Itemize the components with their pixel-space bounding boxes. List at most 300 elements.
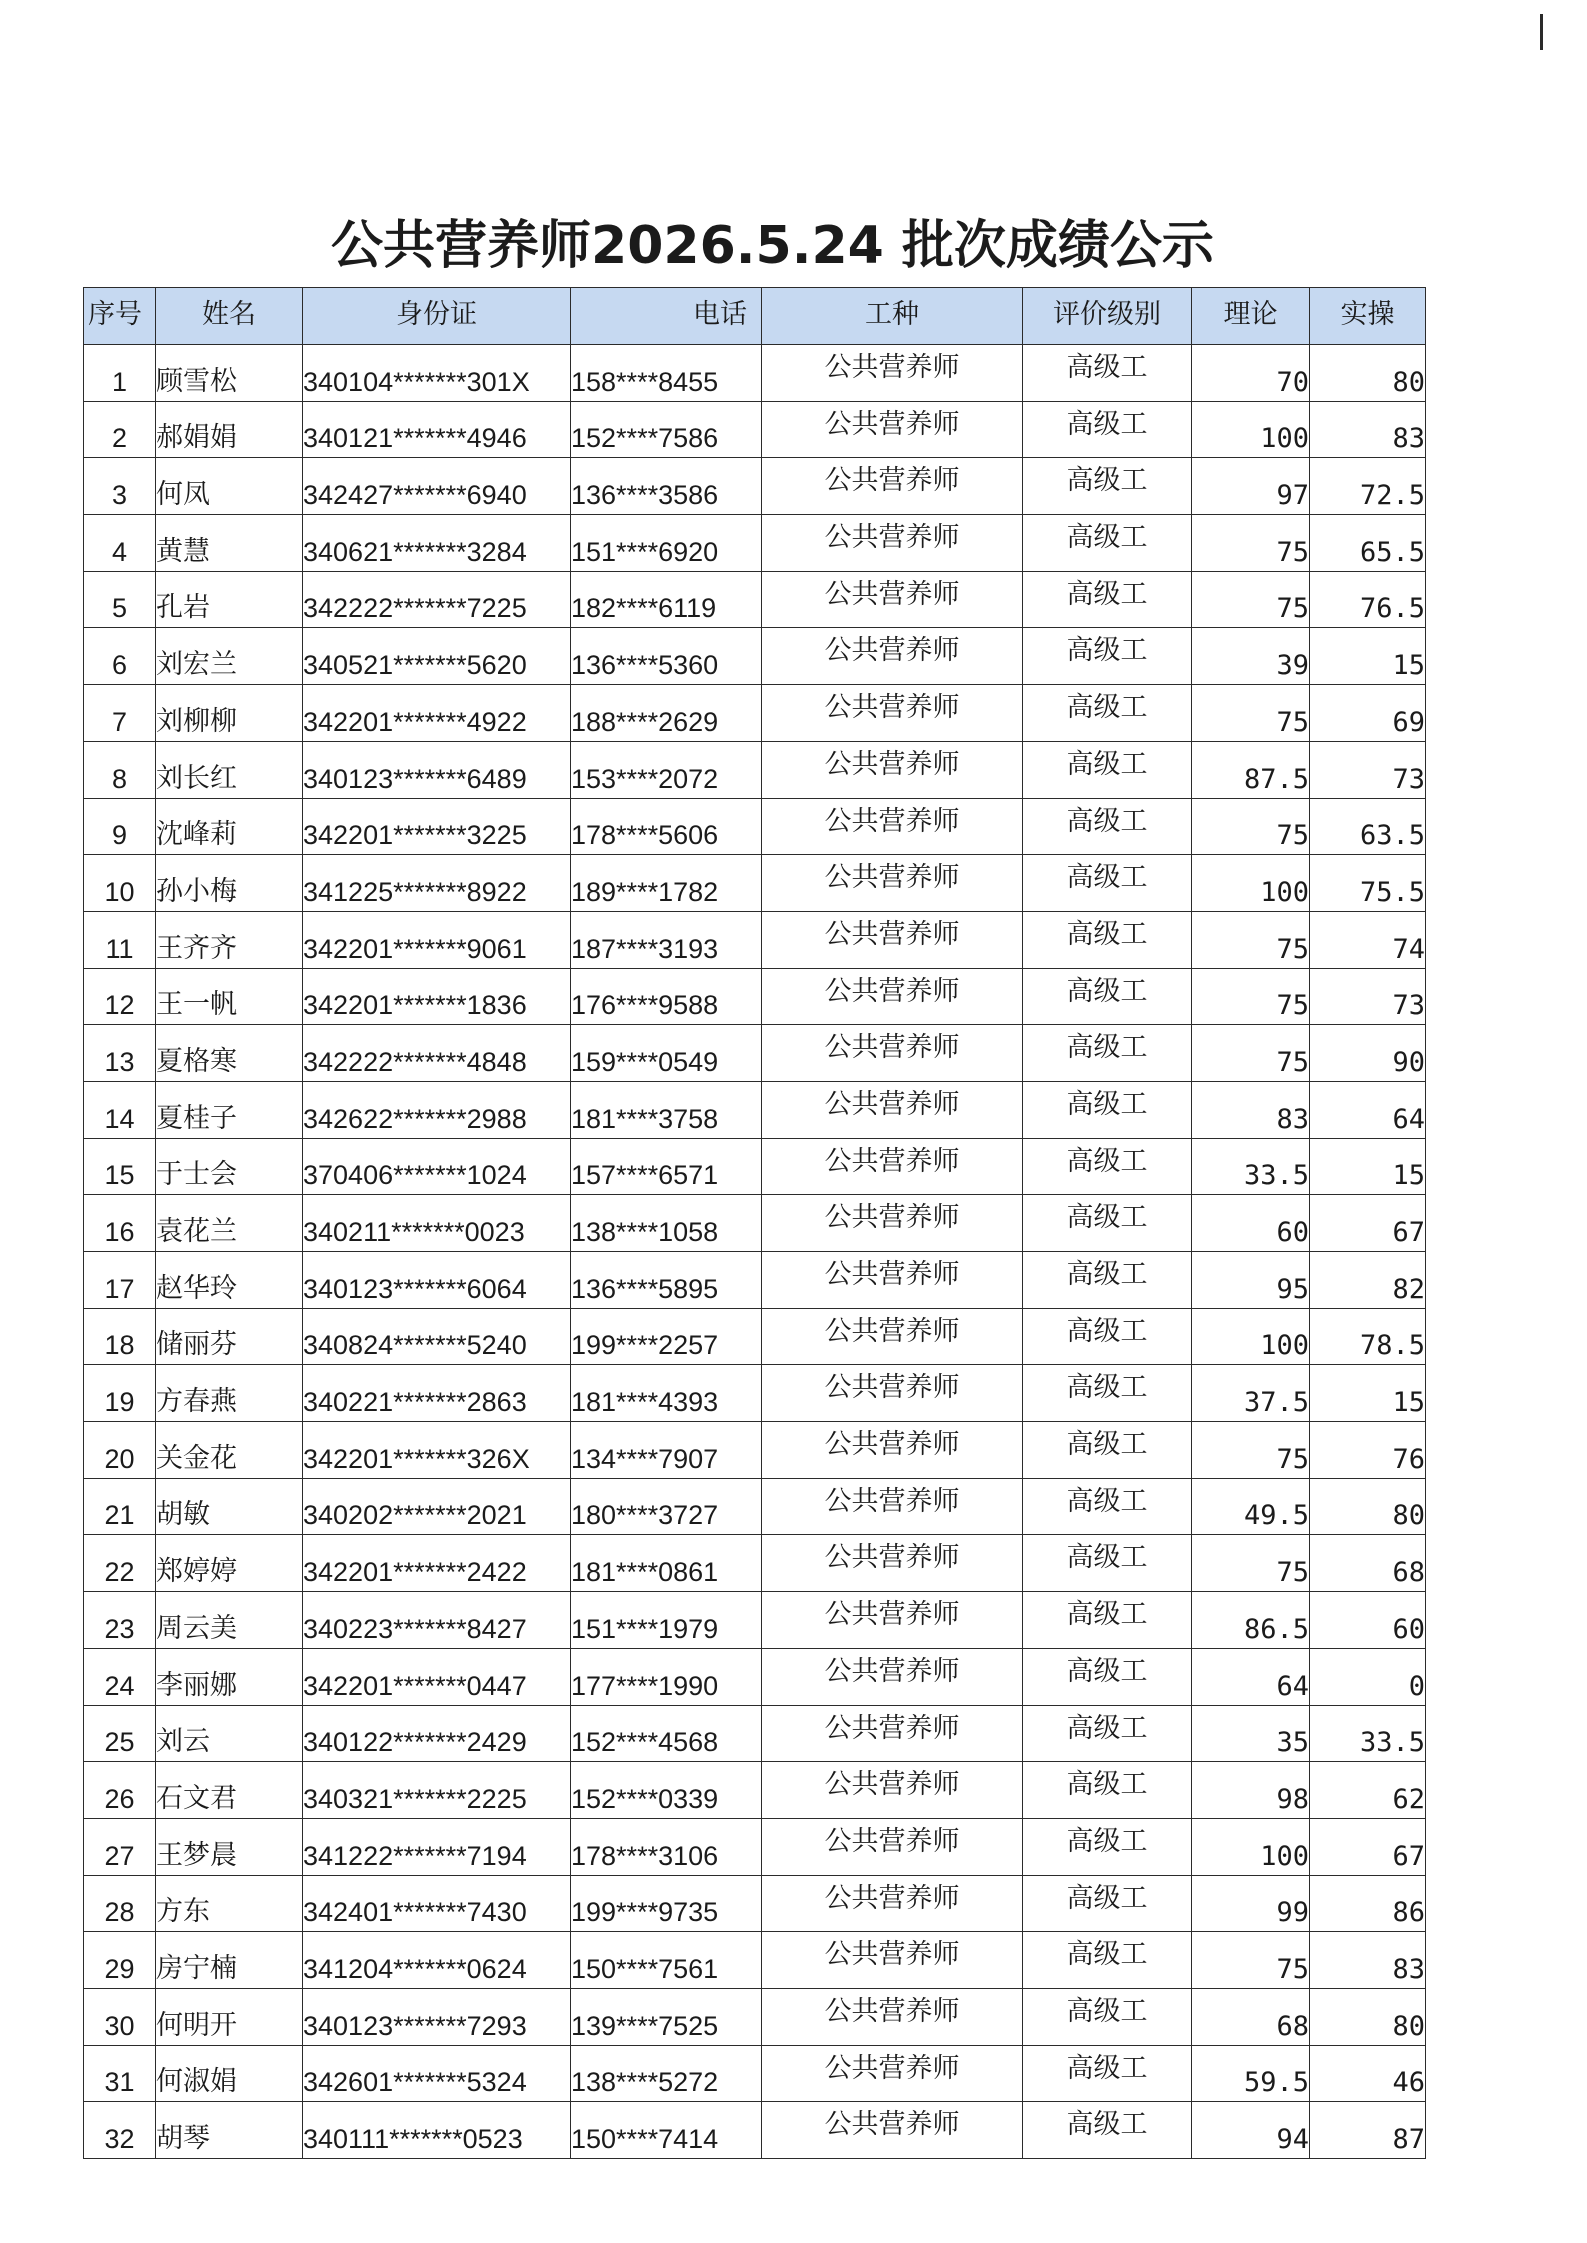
cell-job: 公共营养师 xyxy=(762,911,1023,968)
table-row xyxy=(84,968,1426,1025)
cell-name: 关金花 xyxy=(156,1422,303,1479)
cell-level: 高级工 xyxy=(1023,1535,1192,1592)
cell-theory: 35 xyxy=(1192,1705,1310,1762)
cell-no: 27 xyxy=(84,1818,156,1875)
table-row xyxy=(84,1308,1426,1365)
cell-name: 刘云 xyxy=(156,1705,303,1762)
cell-job: 公共营养师 xyxy=(762,1535,1023,1592)
cell-theory: 100 xyxy=(1192,401,1310,458)
cell-id: 342401*******7430 xyxy=(303,1875,571,1932)
cell-phone: 188****2629 xyxy=(571,685,762,742)
cell-theory: 100 xyxy=(1192,855,1310,912)
cell-phone: 136****5895 xyxy=(571,1252,762,1309)
cell-job: 公共营养师 xyxy=(762,1422,1023,1479)
cell-level: 高级工 xyxy=(1023,1081,1192,1138)
cell-id: 340824*******5240 xyxy=(303,1308,571,1365)
cell-name: 袁花兰 xyxy=(156,1195,303,1252)
cell-name: 沈峰莉 xyxy=(156,798,303,855)
cell-theory: 59.5 xyxy=(1192,2045,1310,2102)
cell-level: 高级工 xyxy=(1023,401,1192,458)
table-row xyxy=(84,798,1426,855)
cell-job: 公共营养师 xyxy=(762,1138,1023,1195)
header-theory: 理论 xyxy=(1192,288,1310,345)
cell-id: 342222*******4848 xyxy=(303,1025,571,1082)
cell-no: 13 xyxy=(84,1025,156,1082)
cell-phone: 159****0549 xyxy=(571,1025,762,1082)
table-row xyxy=(84,1818,1426,1875)
table-row xyxy=(84,685,1426,742)
page-title: 公共营养师2026.5.24 批次成绩公示 xyxy=(331,216,1214,276)
cell-phone: 136****3586 xyxy=(571,458,762,515)
cell-job: 公共营养师 xyxy=(762,1818,1023,1875)
cell-name: 孙小梅 xyxy=(156,855,303,912)
cell-level: 高级工 xyxy=(1023,1195,1192,1252)
cell-no: 18 xyxy=(84,1308,156,1365)
cell-id: 341204*******0624 xyxy=(303,1932,571,1989)
cell-phone: 189****1782 xyxy=(571,855,762,912)
cell-no: 2 xyxy=(84,401,156,458)
cell-name: 孔岩 xyxy=(156,571,303,628)
cell-name: 方春燕 xyxy=(156,1365,303,1422)
cell-level: 高级工 xyxy=(1023,1875,1192,1932)
table-body xyxy=(84,345,1426,2159)
cell-job: 公共营养师 xyxy=(762,1988,1023,2045)
cell-id: 340104*******301X xyxy=(303,345,571,402)
cell-name: 李丽娜 xyxy=(156,1648,303,1705)
cell-job: 公共营养师 xyxy=(762,1592,1023,1649)
cell-practice: 68 xyxy=(1310,1535,1426,1592)
table-row xyxy=(84,2045,1426,2102)
cell-phone: 157****6571 xyxy=(571,1138,762,1195)
cell-practice: 15 xyxy=(1310,1138,1426,1195)
cell-level: 高级工 xyxy=(1023,968,1192,1025)
cell-level: 高级工 xyxy=(1023,685,1192,742)
cell-level: 高级工 xyxy=(1023,2045,1192,2102)
cell-practice: 74 xyxy=(1310,911,1426,968)
cell-practice: 15 xyxy=(1310,1365,1426,1422)
cell-phone: 150****7561 xyxy=(571,1932,762,1989)
cell-no: 9 xyxy=(84,798,156,855)
cell-theory: 75 xyxy=(1192,1025,1310,1082)
cell-level: 高级工 xyxy=(1023,1478,1192,1535)
cell-no: 6 xyxy=(84,628,156,685)
cell-no: 26 xyxy=(84,1762,156,1819)
table-row xyxy=(84,1422,1426,1479)
cell-id: 340121*******4946 xyxy=(303,401,571,458)
cell-theory: 33.5 xyxy=(1192,1138,1310,1195)
cell-name: 顾雪松 xyxy=(156,345,303,402)
cell-theory: 98 xyxy=(1192,1762,1310,1819)
cell-no: 28 xyxy=(84,1875,156,1932)
cell-id: 342622*******2988 xyxy=(303,1081,571,1138)
cell-practice: 65.5 xyxy=(1310,515,1426,572)
cell-job: 公共营养师 xyxy=(762,798,1023,855)
cell-level: 高级工 xyxy=(1023,911,1192,968)
cell-theory: 49.5 xyxy=(1192,1478,1310,1535)
cell-theory: 75 xyxy=(1192,1422,1310,1479)
cell-no: 15 xyxy=(84,1138,156,1195)
cell-name: 周云美 xyxy=(156,1592,303,1649)
cell-no: 25 xyxy=(84,1705,156,1762)
table-row xyxy=(84,911,1426,968)
cell-level: 高级工 xyxy=(1023,1308,1192,1365)
cell-job: 公共营养师 xyxy=(762,1308,1023,1365)
cell-theory: 94 xyxy=(1192,2102,1310,2159)
table-row xyxy=(84,855,1426,912)
cell-level: 高级工 xyxy=(1023,855,1192,912)
cell-name: 房宁楠 xyxy=(156,1932,303,1989)
cell-name: 夏桂子 xyxy=(156,1081,303,1138)
cell-name: 夏格寒 xyxy=(156,1025,303,1082)
cell-id: 340521*******5620 xyxy=(303,628,571,685)
cell-name: 刘柳柳 xyxy=(156,685,303,742)
cell-practice: 73 xyxy=(1310,968,1426,1025)
table-row xyxy=(84,1195,1426,1252)
cell-id: 340123*******6064 xyxy=(303,1252,571,1309)
cell-job: 公共营养师 xyxy=(762,1365,1023,1422)
cell-id: 340123*******6489 xyxy=(303,741,571,798)
cell-theory: 99 xyxy=(1192,1875,1310,1932)
cell-level: 高级工 xyxy=(1023,1138,1192,1195)
cell-id: 340211*******0023 xyxy=(303,1195,571,1252)
cell-id: 340122*******2429 xyxy=(303,1705,571,1762)
cell-practice: 64 xyxy=(1310,1081,1426,1138)
cell-id: 342201*******3225 xyxy=(303,798,571,855)
cell-practice: 72.5 xyxy=(1310,458,1426,515)
cell-no: 23 xyxy=(84,1592,156,1649)
cell-job: 公共营养师 xyxy=(762,685,1023,742)
table-row xyxy=(84,1138,1426,1195)
cell-phone: 181****4393 xyxy=(571,1365,762,1422)
cell-job: 公共营养师 xyxy=(762,855,1023,912)
cell-level: 高级工 xyxy=(1023,1818,1192,1875)
cell-id: 342601*******5324 xyxy=(303,2045,571,2102)
cell-level: 高级工 xyxy=(1023,1932,1192,1989)
table-row xyxy=(84,401,1426,458)
cell-practice: 69 xyxy=(1310,685,1426,742)
cell-name: 何凤 xyxy=(156,458,303,515)
cell-phone: 151****6920 xyxy=(571,515,762,572)
cell-no: 29 xyxy=(84,1932,156,1989)
cell-id: 342201*******9061 xyxy=(303,911,571,968)
cell-phone: 199****9735 xyxy=(571,1875,762,1932)
table-row xyxy=(84,1705,1426,1762)
cell-practice: 76 xyxy=(1310,1422,1426,1479)
cell-theory: 60 xyxy=(1192,1195,1310,1252)
cell-id: 340202*******2021 xyxy=(303,1478,571,1535)
cell-name: 胡琴 xyxy=(156,2102,303,2159)
score-table xyxy=(83,287,1426,2159)
cell-no: 7 xyxy=(84,685,156,742)
cell-phone: 152****4568 xyxy=(571,1705,762,1762)
cell-name: 储丽芬 xyxy=(156,1308,303,1365)
cell-no: 30 xyxy=(84,1988,156,2045)
table-row xyxy=(84,515,1426,572)
cell-no: 1 xyxy=(84,345,156,402)
table-row xyxy=(84,1081,1426,1138)
cell-practice: 75.5 xyxy=(1310,855,1426,912)
cell-id: 340321*******2225 xyxy=(303,1762,571,1819)
cell-job: 公共营养师 xyxy=(762,515,1023,572)
cell-theory: 100 xyxy=(1192,1818,1310,1875)
cell-name: 郝娟娟 xyxy=(156,401,303,458)
cell-phone: 178****3106 xyxy=(571,1818,762,1875)
cell-practice: 80 xyxy=(1310,345,1426,402)
cell-phone: 182****6119 xyxy=(571,571,762,628)
cell-job: 公共营养师 xyxy=(762,968,1023,1025)
cell-job: 公共营养师 xyxy=(762,1648,1023,1705)
cell-no: 32 xyxy=(84,2102,156,2159)
cell-job: 公共营养师 xyxy=(762,2045,1023,2102)
cell-job: 公共营养师 xyxy=(762,1875,1023,1932)
cell-job: 公共营养师 xyxy=(762,1478,1023,1535)
cell-phone: 187****3193 xyxy=(571,911,762,968)
cell-name: 何淑娟 xyxy=(156,2045,303,2102)
cell-level: 高级工 xyxy=(1023,798,1192,855)
cell-theory: 86.5 xyxy=(1192,1592,1310,1649)
cell-level: 高级工 xyxy=(1023,1025,1192,1082)
cell-no: 31 xyxy=(84,2045,156,2102)
cell-id: 342201*******326X xyxy=(303,1422,571,1479)
table-row xyxy=(84,345,1426,402)
cell-phone: 178****5606 xyxy=(571,798,762,855)
cell-id: 342201*******1836 xyxy=(303,968,571,1025)
cell-theory: 75 xyxy=(1192,968,1310,1025)
cell-phone: 176****9588 xyxy=(571,968,762,1025)
cell-phone: 138****5272 xyxy=(571,2045,762,2102)
scan-edge-mark xyxy=(1540,14,1543,50)
cell-practice: 86 xyxy=(1310,1875,1426,1932)
cell-theory: 75 xyxy=(1192,911,1310,968)
cell-theory: 39 xyxy=(1192,628,1310,685)
cell-practice: 15 xyxy=(1310,628,1426,685)
cell-phone: 181****3758 xyxy=(571,1081,762,1138)
table-row xyxy=(84,2102,1426,2159)
cell-theory: 75 xyxy=(1192,1932,1310,1989)
table-row xyxy=(84,628,1426,685)
cell-practice: 46 xyxy=(1310,2045,1426,2102)
cell-practice: 80 xyxy=(1310,1478,1426,1535)
cell-name: 王齐齐 xyxy=(156,911,303,968)
cell-job: 公共营养师 xyxy=(762,1025,1023,1082)
cell-id: 342201*******0447 xyxy=(303,1648,571,1705)
cell-theory: 64 xyxy=(1192,1648,1310,1705)
cell-phone: 152****0339 xyxy=(571,1762,762,1819)
cell-theory: 68 xyxy=(1192,1988,1310,2045)
table-row xyxy=(84,571,1426,628)
table-row xyxy=(84,1932,1426,1989)
table-header xyxy=(84,288,1426,345)
table-row xyxy=(84,1365,1426,1422)
cell-phone: 152****7586 xyxy=(571,401,762,458)
cell-level: 高级工 xyxy=(1023,741,1192,798)
table-row xyxy=(84,741,1426,798)
cell-id: 341225*******8922 xyxy=(303,855,571,912)
cell-id: 370406*******1024 xyxy=(303,1138,571,1195)
cell-name: 王梦晨 xyxy=(156,1818,303,1875)
table-row xyxy=(84,1762,1426,1819)
cell-practice: 33.5 xyxy=(1310,1705,1426,1762)
cell-theory: 70 xyxy=(1192,345,1310,402)
table-row xyxy=(84,1648,1426,1705)
header-id-card: 身份证 xyxy=(303,288,571,345)
cell-name: 于士会 xyxy=(156,1138,303,1195)
cell-phone: 181****0861 xyxy=(571,1535,762,1592)
cell-level: 高级工 xyxy=(1023,1592,1192,1649)
cell-theory: 75 xyxy=(1192,571,1310,628)
cell-name: 方东 xyxy=(156,1875,303,1932)
cell-practice: 82 xyxy=(1310,1252,1426,1309)
cell-name: 石文君 xyxy=(156,1762,303,1819)
cell-practice: 78.5 xyxy=(1310,1308,1426,1365)
cell-level: 高级工 xyxy=(1023,1422,1192,1479)
cell-no: 14 xyxy=(84,1081,156,1138)
cell-id: 341222*******7194 xyxy=(303,1818,571,1875)
cell-phone: 150****7414 xyxy=(571,2102,762,2159)
cell-level: 高级工 xyxy=(1023,1762,1192,1819)
cell-no: 17 xyxy=(84,1252,156,1309)
cell-phone: 199****2257 xyxy=(571,1308,762,1365)
table-row xyxy=(84,1535,1426,1592)
cell-job: 公共营养师 xyxy=(762,571,1023,628)
cell-level: 高级工 xyxy=(1023,2102,1192,2159)
cell-id: 342427*******6940 xyxy=(303,458,571,515)
cell-level: 高级工 xyxy=(1023,571,1192,628)
cell-job: 公共营养师 xyxy=(762,2102,1023,2159)
cell-theory: 97 xyxy=(1192,458,1310,515)
cell-level: 高级工 xyxy=(1023,1988,1192,2045)
header-row xyxy=(84,288,1426,345)
header-level: 评价级别 xyxy=(1023,288,1192,345)
cell-no: 4 xyxy=(84,515,156,572)
cell-level: 高级工 xyxy=(1023,458,1192,515)
cell-level: 高级工 xyxy=(1023,1365,1192,1422)
cell-name: 郑婷婷 xyxy=(156,1535,303,1592)
cell-name: 王一帆 xyxy=(156,968,303,1025)
cell-practice: 76.5 xyxy=(1310,571,1426,628)
cell-level: 高级工 xyxy=(1023,628,1192,685)
cell-name: 刘长红 xyxy=(156,741,303,798)
cell-phone: 153****2072 xyxy=(571,741,762,798)
cell-practice: 63.5 xyxy=(1310,798,1426,855)
cell-phone: 136****5360 xyxy=(571,628,762,685)
cell-theory: 37.5 xyxy=(1192,1365,1310,1422)
cell-job: 公共营养师 xyxy=(762,1081,1023,1138)
cell-theory: 83 xyxy=(1192,1081,1310,1138)
cell-job: 公共营养师 xyxy=(762,1932,1023,1989)
cell-practice: 67 xyxy=(1310,1818,1426,1875)
cell-practice: 80 xyxy=(1310,1988,1426,2045)
cell-no: 10 xyxy=(84,855,156,912)
cell-id: 342201*******2422 xyxy=(303,1535,571,1592)
cell-id: 342201*******4922 xyxy=(303,685,571,742)
cell-no: 24 xyxy=(84,1648,156,1705)
cell-phone: 177****1990 xyxy=(571,1648,762,1705)
cell-phone: 134****7907 xyxy=(571,1422,762,1479)
cell-level: 高级工 xyxy=(1023,1705,1192,1762)
cell-name: 赵华玲 xyxy=(156,1252,303,1309)
cell-job: 公共营养师 xyxy=(762,458,1023,515)
cell-job: 公共营养师 xyxy=(762,1252,1023,1309)
table-row xyxy=(84,1988,1426,2045)
cell-id: 340111*******0523 xyxy=(303,2102,571,2159)
cell-practice: 87 xyxy=(1310,2102,1426,2159)
cell-no: 12 xyxy=(84,968,156,1025)
cell-no: 8 xyxy=(84,741,156,798)
cell-practice: 90 xyxy=(1310,1025,1426,1082)
header-practice: 实操 xyxy=(1310,288,1426,345)
cell-practice: 60 xyxy=(1310,1592,1426,1649)
cell-level: 高级工 xyxy=(1023,515,1192,572)
cell-practice: 62 xyxy=(1310,1762,1426,1819)
header-name: 姓名 xyxy=(156,288,303,345)
cell-theory: 87.5 xyxy=(1192,741,1310,798)
cell-phone: 139****7525 xyxy=(571,1988,762,2045)
cell-name: 黄慧 xyxy=(156,515,303,572)
cell-no: 21 xyxy=(84,1478,156,1535)
table-row xyxy=(84,1252,1426,1309)
cell-job: 公共营养师 xyxy=(762,1195,1023,1252)
cell-practice: 83 xyxy=(1310,1932,1426,1989)
table-row xyxy=(84,1025,1426,1082)
cell-id: 340621*******3284 xyxy=(303,515,571,572)
cell-phone: 158****8455 xyxy=(571,345,762,402)
cell-id: 342222*******7225 xyxy=(303,571,571,628)
cell-job: 公共营养师 xyxy=(762,628,1023,685)
cell-no: 16 xyxy=(84,1195,156,1252)
cell-no: 3 xyxy=(84,458,156,515)
cell-practice: 67 xyxy=(1310,1195,1426,1252)
cell-theory: 100 xyxy=(1192,1308,1310,1365)
cell-name: 何明开 xyxy=(156,1988,303,2045)
cell-job: 公共营养师 xyxy=(762,1705,1023,1762)
cell-job: 公共营养师 xyxy=(762,1762,1023,1819)
table-row xyxy=(84,1592,1426,1649)
cell-job: 公共营养师 xyxy=(762,741,1023,798)
cell-id: 340223*******8427 xyxy=(303,1592,571,1649)
cell-no: 20 xyxy=(84,1422,156,1479)
table-row xyxy=(84,1875,1426,1932)
table-row xyxy=(84,458,1426,515)
header-job-type: 工种 xyxy=(762,288,1023,345)
cell-theory: 75 xyxy=(1192,798,1310,855)
cell-level: 高级工 xyxy=(1023,1252,1192,1309)
cell-no: 5 xyxy=(84,571,156,628)
cell-theory: 75 xyxy=(1192,515,1310,572)
header-no: 序号 xyxy=(84,288,156,345)
cell-level: 高级工 xyxy=(1023,345,1192,402)
cell-level: 高级工 xyxy=(1023,1648,1192,1705)
cell-phone: 138****1058 xyxy=(571,1195,762,1252)
cell-job: 公共营养师 xyxy=(762,401,1023,458)
cell-practice: 73 xyxy=(1310,741,1426,798)
header-phone: 电话 xyxy=(571,288,762,345)
cell-name: 胡敏 xyxy=(156,1478,303,1535)
cell-theory: 75 xyxy=(1192,1535,1310,1592)
cell-job: 公共营养师 xyxy=(762,345,1023,402)
cell-no: 22 xyxy=(84,1535,156,1592)
cell-id: 340123*******7293 xyxy=(303,1988,571,2045)
cell-name: 刘宏兰 xyxy=(156,628,303,685)
cell-no: 19 xyxy=(84,1365,156,1422)
cell-id: 340221*******2863 xyxy=(303,1365,571,1422)
cell-phone: 180****3727 xyxy=(571,1478,762,1535)
table-row xyxy=(84,1478,1426,1535)
cell-theory: 75 xyxy=(1192,685,1310,742)
cell-practice: 83 xyxy=(1310,401,1426,458)
cell-practice: 0 xyxy=(1310,1648,1426,1705)
cell-theory: 95 xyxy=(1192,1252,1310,1309)
